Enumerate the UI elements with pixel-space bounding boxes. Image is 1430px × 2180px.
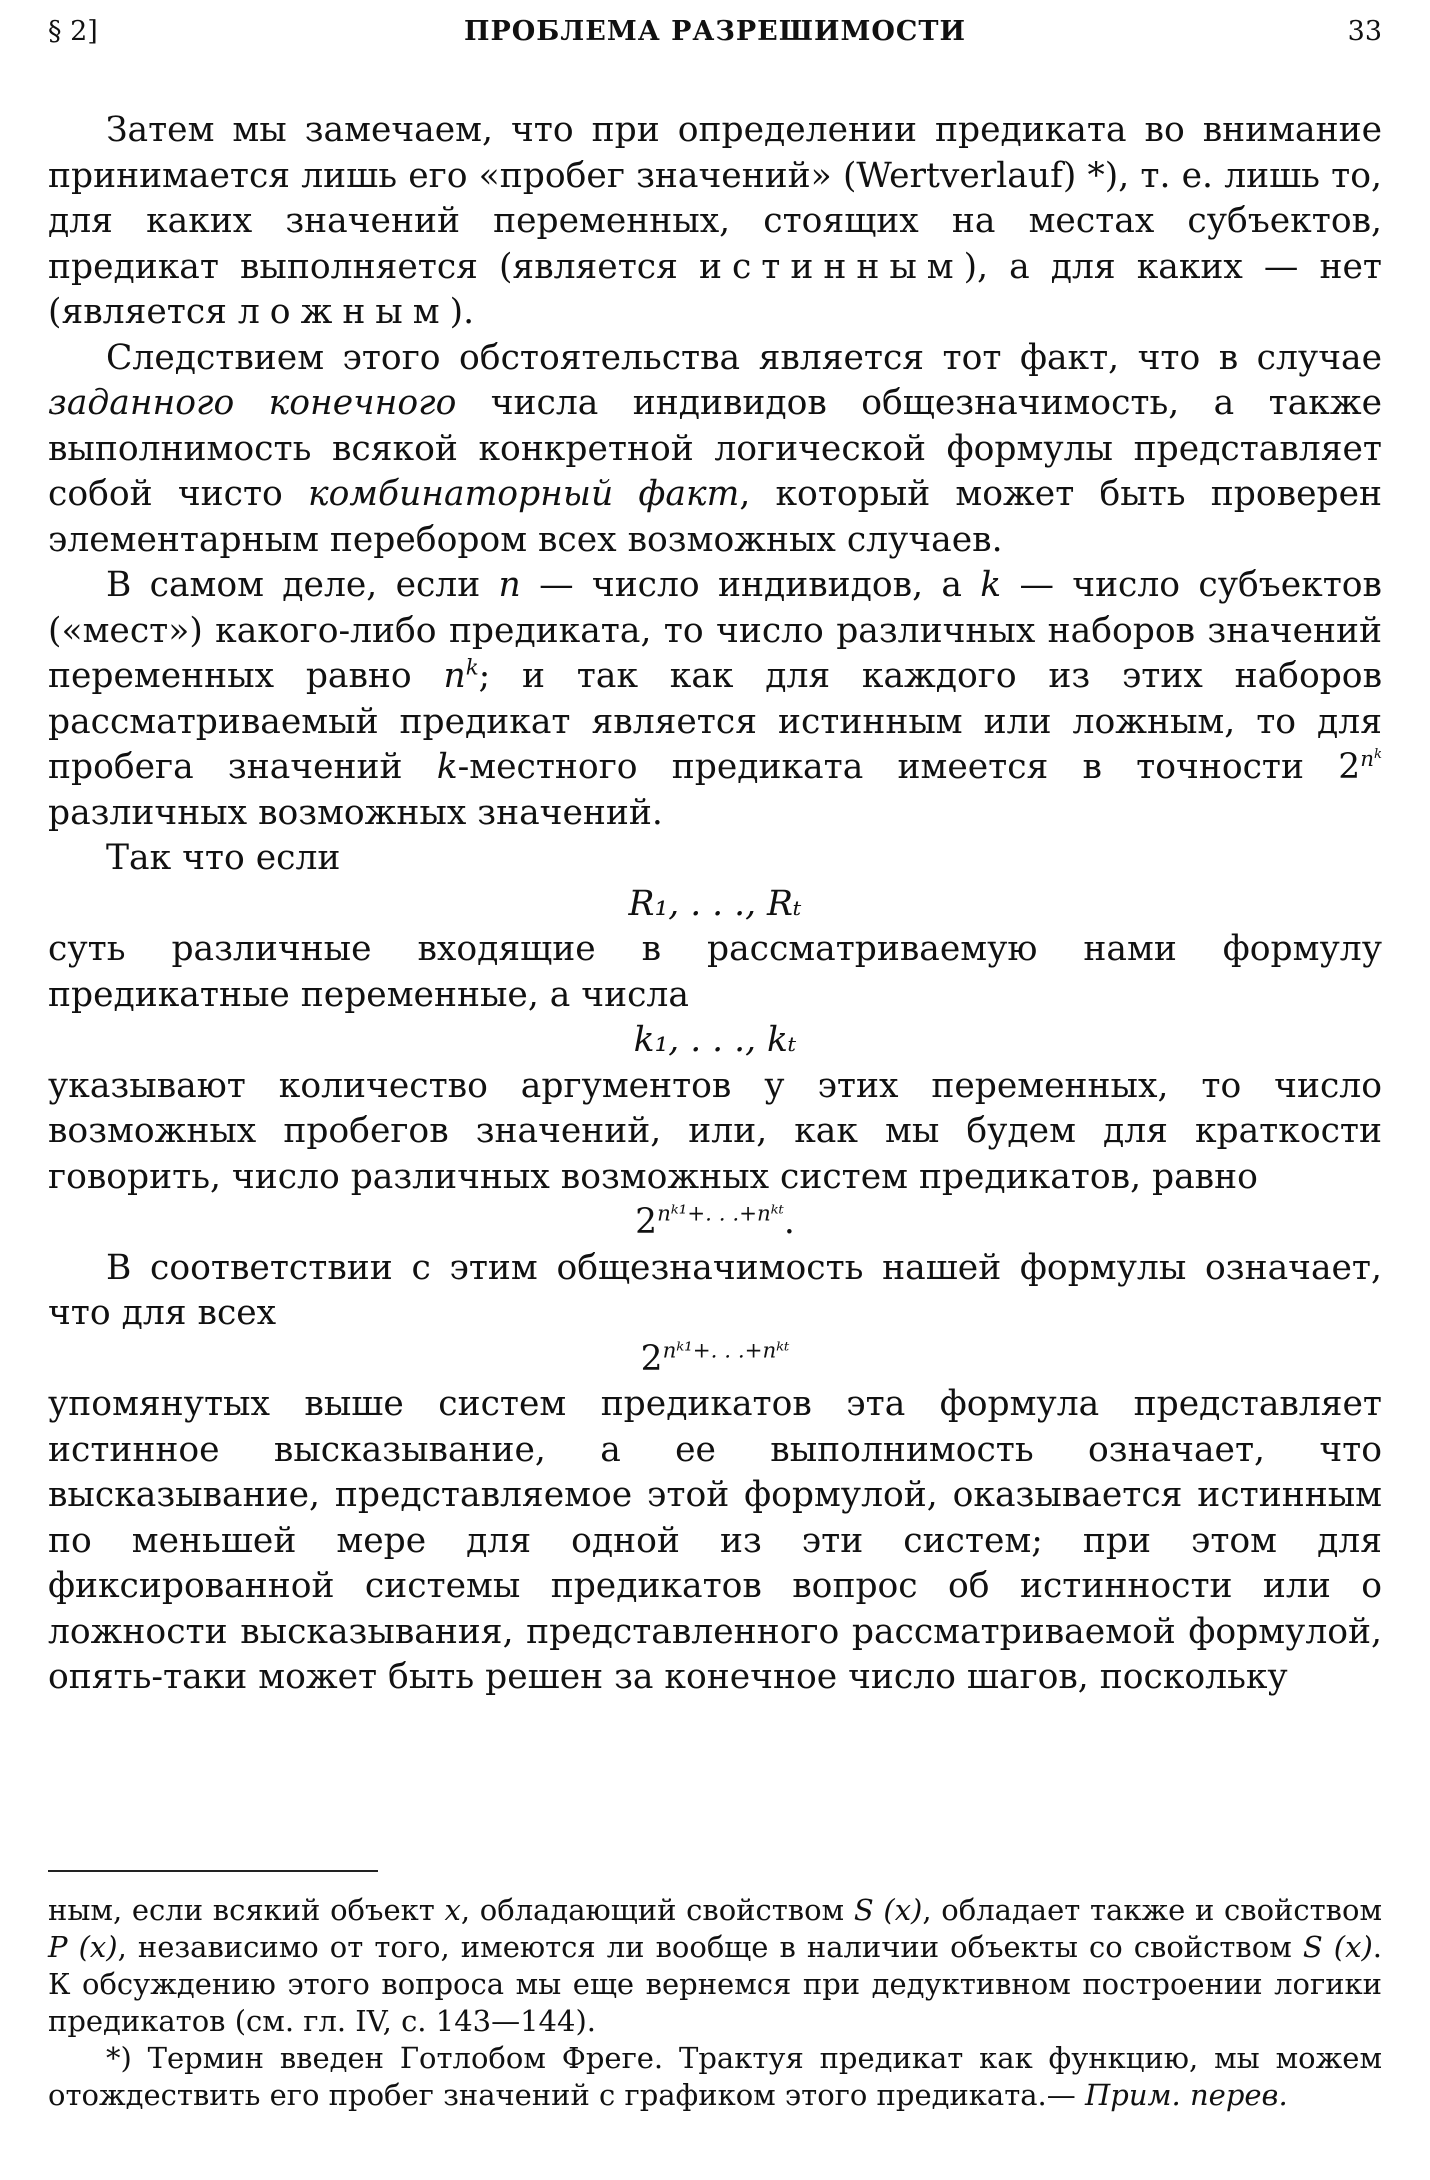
section-marker: § 2]	[48, 16, 98, 47]
paragraph-5: суть различные входящие в рассматриваемую нами формулу предикатные переменные, а числа	[48, 929, 1382, 1015]
math-exponent: k	[465, 655, 479, 681]
text-run: , обладающий свойством	[460, 1893, 854, 1927]
math-base: 2	[1338, 747, 1361, 787]
translator-note: Прим. перев.	[1084, 2078, 1288, 2112]
text-run: -местного предиката имеется в точности	[457, 747, 1339, 787]
paragraph-6: указывают количество аргументов у этих переменных, то число возможных пробегов значений, или, как мы будем для краткости говорить, число различных возможных систем предикатов, равно	[48, 1065, 1382, 1197]
footnote-translator	[48, 2040, 1382, 2114]
text-run: , независимо от того, имеются ли вообще в наличии объекты со свойством	[117, 1930, 1303, 1964]
math-expr: S (x)	[1302, 1930, 1373, 1964]
math-power	[1338, 747, 1382, 787]
paragraph-2	[48, 336, 1382, 564]
math-var: n	[498, 565, 521, 605]
math-var: n	[1360, 746, 1374, 772]
math-expr: S (x)	[853, 1893, 923, 1927]
text-run: *) Термин введен Готлобом Фреге. Трактуя предикат как функцию, мы можем отождествить его пробег значений с графиком этого предиката.—	[48, 2041, 1382, 2112]
math-base: 2	[635, 1202, 658, 1242]
text-run: Следствием этого обстоятельства является тот факт, что в случае	[106, 337, 1382, 378]
text-run: — число субъектов («мест») какого-либо предиката, то число различных наборов значений переменных равно	[48, 565, 1382, 696]
paragraph-8: упомянутых выше систем предикатов эта формула представляет истинное высказывание, а ее выполнимость означает, что высказывание, представляемое этой формулой, оказывается истинным по меньшей мере для одной из эти систем; при этом для фиксированной системы предикатов вопрос об истинности или о ложности высказывания, представленного рассматриваемой формулой, опять-таки может быть решен за конечное число шагов, поскольку	[48, 1384, 1382, 1697]
page-title: ПРОБЛЕМА РАЗРЕШИМОСТИ	[463, 16, 967, 47]
text-run: ным, если всякий объект	[48, 1893, 445, 1927]
math-expr: P (x)	[48, 1930, 118, 1964]
page-number: 33	[1347, 16, 1382, 47]
spaced-word-true: истинным	[698, 246, 964, 287]
math-base: 2	[640, 1338, 663, 1379]
text-run: . К обсуждению этого вопроса мы еще вернемся при дедуктивном построении логики предикатов (см. гл. IV, с. 143—144).	[48, 1930, 1382, 2038]
text-run: числа индивидов общезначимость, а также выполнимость всякой конкретной логической формулы представляет собой чисто	[48, 383, 1382, 514]
math-var: n	[443, 656, 466, 696]
text-run: ).	[449, 292, 475, 332]
text-run: — число индивидов, а	[520, 565, 981, 605]
formula-predicates: R₁, . . ., Rₜ	[628, 883, 802, 924]
text-run: , обладает также и свойством	[922, 1893, 1382, 1927]
text-run: ), а для каких — нет (является	[48, 246, 1382, 332]
text-run: , который может быть проверен элементарным перебором всех возможных случаев.	[48, 474, 1382, 560]
footnote-continued	[48, 1892, 1382, 2040]
main-text	[48, 108, 1382, 1701]
text-run: .	[783, 1202, 795, 1242]
text-run: ; и так как для каждого из этих наборов рассматриваемый предикат является истинным или ложным, то для пробега значений	[48, 656, 1382, 787]
math-var: k	[436, 747, 458, 787]
math-exponent: nᵏ¹+. . .+nᵏᵗ	[657, 1201, 784, 1227]
paragraph-7: В соответствии с этим общезначимость нашей формулы означает, что для всех	[48, 1247, 1382, 1333]
text-run: различных возможных значений.	[48, 792, 663, 833]
italic-phrase: комбинаторный факт	[308, 474, 740, 514]
math-var: k	[980, 565, 1002, 605]
math-exponent: k	[1373, 746, 1382, 762]
running-header	[48, 16, 1382, 56]
spaced-word-false: ложным	[237, 292, 450, 332]
paragraph-4: Так что если	[106, 838, 341, 878]
paragraph-1	[48, 108, 1382, 336]
text-run: В самом деле, если	[106, 565, 499, 605]
math-exponent: nᵏ¹+. . .+nᵏᵗ	[662, 1338, 790, 1363]
italic-phrase: заданного конечного	[48, 383, 457, 423]
formula-arities: k₁, . . ., kₜ	[633, 1020, 797, 1060]
formula-count	[48, 1200, 1382, 1246]
math-var: x	[444, 1893, 461, 1927]
formula-count-2	[48, 1337, 1382, 1383]
footnote-divider	[48, 1870, 378, 1872]
math-exponent	[1360, 747, 1382, 772]
paragraph-3	[48, 563, 1382, 836]
text-run: Затем мы замечаем, что при определении предиката во внимание принимается лишь его «пробег значений» (Wertverlauf) *), т. е. лишь то, для каких значений переменных, стоящих на местах субъектов, предикат выполняется (является	[48, 110, 1382, 287]
footnotes	[48, 1892, 1382, 2114]
